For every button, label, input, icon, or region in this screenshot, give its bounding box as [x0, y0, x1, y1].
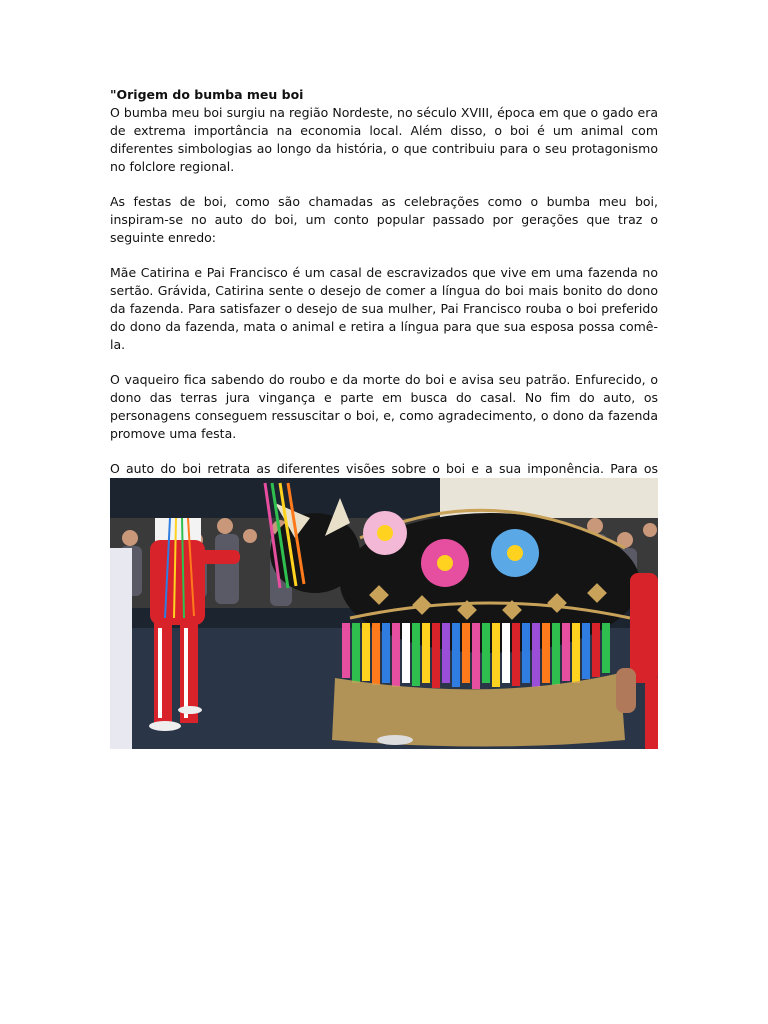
ribbon-fringe — [342, 623, 610, 689]
figure-left-edge — [110, 548, 132, 749]
paragraph-origin: O bumba meu boi surgiu na região Nordeste, no século XVIII, época em que o gado era de extrema importância na economia local. Além disso, o boi é um animal com diferentes simbologias ao longo da história, o que contribuiu para o seu protagonismo no folclore regional. — [110, 105, 658, 174]
paragraph-vaqueiro: O vaqueiro fica sabendo do roubo e da morte do boi e avisa seu patrão. Enfurecido, o dono das terras jura vingança e parte em busca do casal. No fim do auto, os personagens conseguem ressuscitar o boi, e, como agradecimento, o dono da fazenda promove uma festa. — [110, 372, 658, 441]
festival-photo — [110, 478, 658, 749]
bumba-meu-boi-illustration — [110, 478, 658, 749]
paragraph-festas: As festas de boi, como são chamadas as celebrações como o bumba meu boi, inspiram-se no auto do boi, um conto popular passado por gerações que traz o seguinte enredo: — [110, 194, 658, 245]
paragraph-visoes: O auto do boi retrata as diferentes visões sobre o boi e a sua imponência. Para os — [110, 461, 658, 476]
flower-blue — [491, 529, 539, 577]
tent-canopy — [440, 478, 658, 518]
paragraph-enredo: Mãe Catirina e Pai Francisco é um casal de escravizados que vive em uma fazenda no sertão. Grávida, Catirina sente o desejo de comer a língua do boi mais bonito do dono da fazenda. Para satisfazer o desejo de sua mulher, Pai Francisco rouba o boi preferido do dono da fazenda, mata o animal e retira a língua para que sua esposa possa comê-la. — [110, 265, 658, 352]
flower-magenta — [421, 539, 469, 587]
flower-light-pink — [363, 511, 407, 555]
article-title: "Origem do bumba meu boi — [110, 87, 304, 102]
